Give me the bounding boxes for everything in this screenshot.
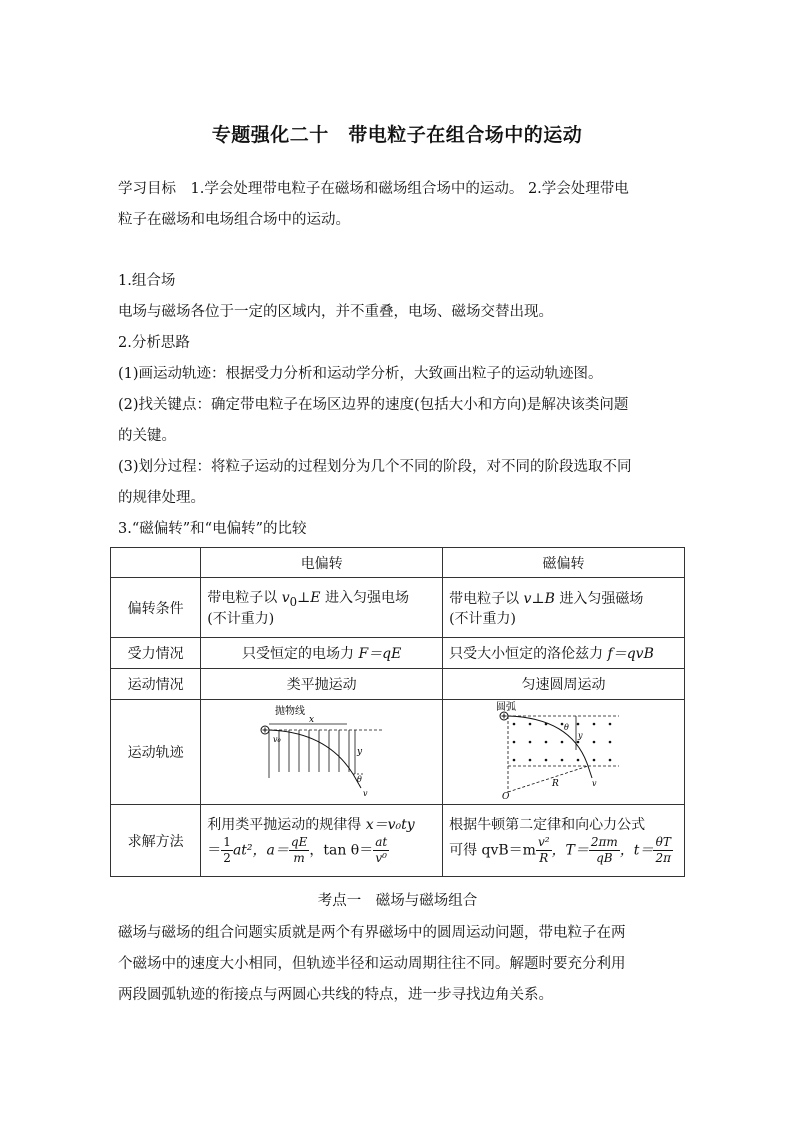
formula: ，tan θ＝ [309, 842, 374, 859]
fraction [221, 835, 233, 866]
objectives-line: 学习目标 1.学会处理带电粒子在磁场和磁场组合场中的运动。 2.学会处理带电 [118, 181, 629, 197]
theta-label: θ [563, 723, 569, 732]
cell-magnetic-force [443, 638, 685, 669]
cell-magnetic-condition [443, 578, 685, 638]
cell-magnetic-trajectory [443, 700, 685, 805]
frac-num: qE [290, 835, 308, 849]
v-label: v [362, 789, 368, 798]
text: 只受大小恒定的洛伦兹力 [449, 646, 608, 662]
symbol-sub: 0 [289, 594, 298, 609]
table-row [111, 578, 685, 638]
o-label: O [501, 792, 509, 800]
v-label: v [591, 779, 597, 788]
cell-magnetic-motion: 匀速圆周运动 [443, 669, 685, 700]
radius-line [508, 766, 588, 792]
fraction [536, 835, 552, 866]
paragraph-line: 磁场与磁场的组合问题实质就是两个有界磁场中的圆周运动问题，带电粒子在两 [118, 925, 626, 941]
symbol: E [310, 589, 321, 606]
formula: F＝qE [358, 646, 402, 662]
x-label: x [308, 715, 314, 725]
text: 进入匀强电场 [320, 589, 409, 606]
cell-electric-motion: 类平抛运动 [201, 669, 443, 700]
section-combined-field [118, 266, 686, 545]
fraction [373, 835, 389, 866]
theta-label: θ [356, 775, 362, 784]
comparison-table [110, 547, 685, 877]
section-text: 的规律处理。 [118, 490, 205, 506]
table-row [111, 805, 685, 877]
text: 利用类平抛运动的规律得 [207, 817, 366, 833]
formula: ，T＝ [551, 842, 589, 859]
section-text: (2)找关键点：确定带电粒子在场区边界的速度(包括大小和方向)是解决该类问题 [118, 397, 629, 413]
text: (不计重力) [449, 610, 517, 627]
learning-objectives [118, 174, 686, 236]
text: 进入匀强磁场 [554, 590, 644, 607]
row-label: 受力情况 [111, 638, 201, 669]
section-heading: 1.组合场 [118, 273, 176, 289]
section-heading: 2.分析思路 [118, 335, 190, 351]
r-label: R [551, 779, 559, 789]
frac-num: 2πm [590, 835, 618, 849]
text: (不计重力) [207, 611, 275, 628]
symbol: ⊥ [297, 589, 311, 606]
row-label: 运动轨迹 [111, 700, 201, 805]
text: ＝ [207, 842, 222, 859]
frac-den: v⁰ [375, 851, 387, 865]
velocity-arrow [588, 766, 592, 778]
final-paragraph [118, 918, 686, 1011]
y-label: y [577, 731, 583, 740]
paragraph-line: 两段圆弧轨迹的衔接点与两圆心共线的特点，进一步寻找边角关系。 [118, 987, 553, 1003]
table-row [111, 669, 685, 700]
frac-num: v² [537, 835, 550, 849]
table-header-row [111, 548, 685, 578]
frac-den: 2 [223, 851, 231, 865]
symbol: v [281, 589, 290, 606]
formula: y [406, 817, 415, 833]
text: 根据牛顿第二定律和向心力公式 [449, 817, 646, 833]
fraction [289, 835, 309, 866]
row-label: 求解方法 [111, 805, 201, 877]
cell-electric-trajectory [201, 700, 443, 805]
parabola-figure [257, 700, 387, 800]
frac-den: 2π [655, 851, 671, 865]
symbol: v [523, 590, 532, 607]
text: 带电粒子以 [207, 589, 282, 606]
cell-electric-method [201, 805, 443, 877]
cell-magnetic-method [443, 805, 685, 877]
symbol: ⊥ [531, 590, 545, 607]
text: 带电粒子以 [449, 590, 524, 607]
formula: x＝v₀t [365, 817, 407, 833]
symbol: B [544, 590, 555, 607]
fraction [653, 835, 673, 866]
formula: 可得 qvB＝m [449, 842, 536, 859]
page-title: 专题强化二十 带电粒子在组合场中的运动 [211, 124, 583, 146]
table-row [111, 638, 685, 669]
arc-figure [494, 700, 634, 800]
section-text: 电场与磁场各位于一定的区域内，并不重叠，电场、磁场交替出现。 [118, 304, 553, 320]
field-lines [279, 730, 349, 772]
section-text: 的关键。 [118, 428, 176, 444]
row-label: 运动情况 [111, 669, 201, 700]
formula: ，t＝ [619, 842, 654, 859]
table-cell-empty [111, 548, 201, 578]
fig-caption: 抛物线 [274, 706, 305, 717]
y-label: y [356, 747, 362, 757]
fraction [589, 835, 620, 866]
frac-den: R [539, 851, 549, 865]
cell-electric-condition [201, 578, 443, 638]
row-label: 偏转条件 [111, 578, 201, 638]
formula: f＝qvB [607, 646, 654, 662]
v0-label: v₀ [272, 735, 281, 744]
table-header-electric: 电偏转 [201, 548, 443, 578]
formula: at² [232, 842, 253, 859]
field-dots [512, 723, 611, 762]
table-header-magnetic: 磁偏转 [443, 548, 685, 578]
parabola-path [269, 730, 353, 774]
section-text: (1)画运动轨迹：根据受力分析和运动学分析，大致画出粒子的运动轨迹图。 [118, 366, 603, 382]
paragraph-line: 个磁场中的速度大小相同，但轨迹半径和运动周期往往不同。解题时要充分利用 [118, 956, 626, 972]
objectives-line: 粒子在磁场和电场组合场中的运动。 [118, 212, 350, 228]
fig-caption: 圆弧 [495, 702, 516, 713]
section-text: (3)划分过程：将粒子运动的过程划分为几个不同的阶段，对不同的阶段选取不同 [118, 459, 632, 475]
section-heading: 3.“磁偏转”和“电偏转”的比较 [118, 521, 307, 537]
frac-num: at [375, 835, 388, 849]
frac-den: m [293, 851, 305, 865]
frac-num: θT [653, 835, 673, 851]
table-row [111, 700, 685, 805]
frac-num: 1 [223, 835, 231, 849]
text: 只受恒定的电场力 [242, 646, 359, 662]
cell-electric-force [201, 638, 443, 669]
frac-den: qB [596, 851, 613, 865]
formula: ，a＝ [252, 842, 289, 859]
kaodian-heading: 考点一 磁场与磁场组合 [317, 893, 478, 909]
